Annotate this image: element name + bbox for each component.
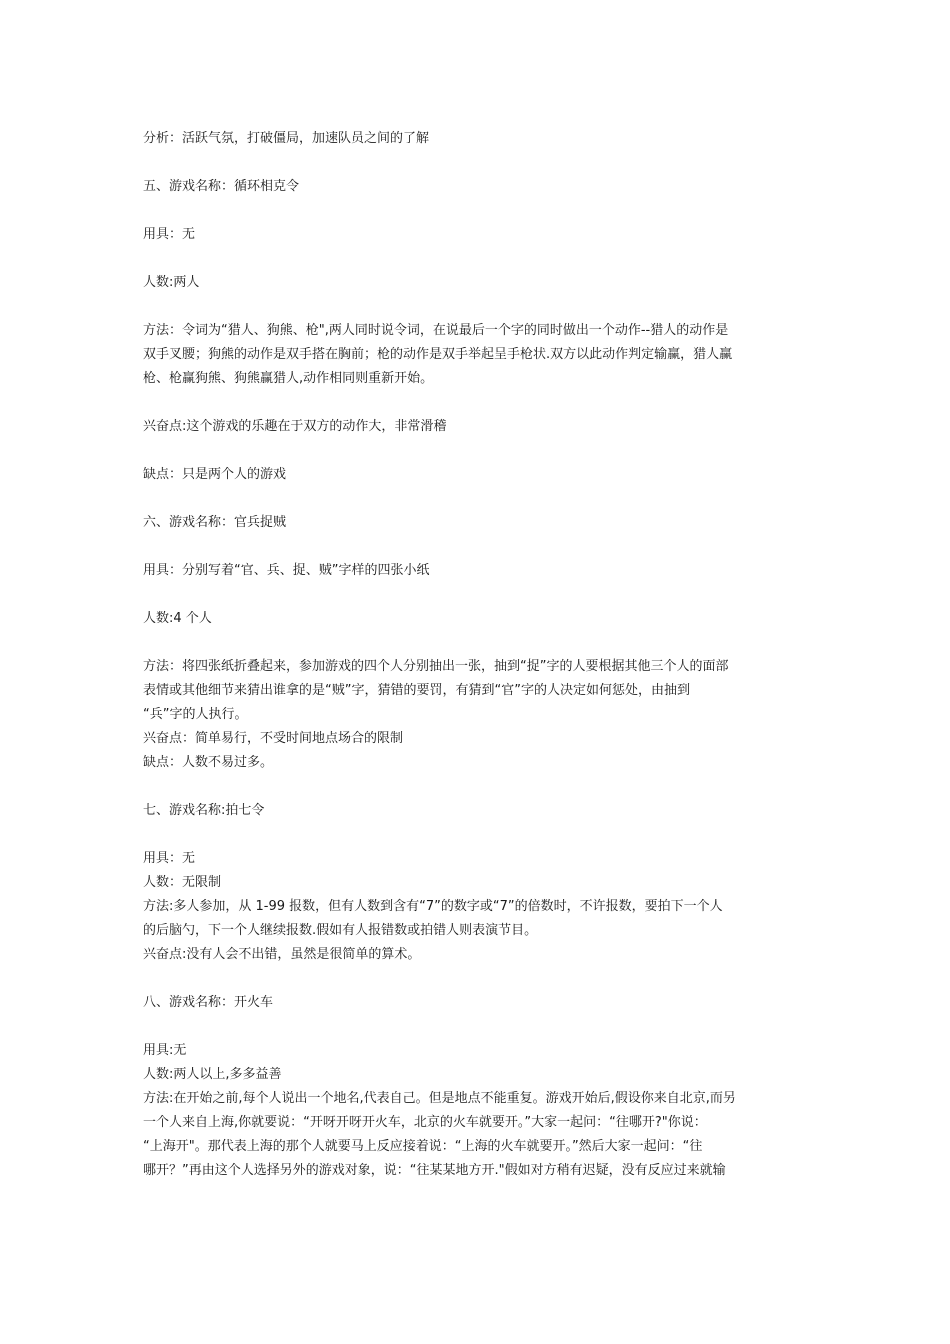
game-7-tools: 用具：无 (143, 851, 196, 866)
game-6-title: 六、游戏名称：官兵捉贼 (143, 515, 287, 530)
game-6-players: 人数:4 个人 (143, 611, 212, 626)
game-6-tools: 用具：分别写着“官、兵、捉、贼”字样的四张小纸 (143, 563, 430, 578)
game-7-method-line-1: 方法:多人参加，从 1-99 报数，但有人数到含有“7”的数字或“7”的倍数时，不许报数，要拍下一个人 (143, 899, 723, 914)
game-8-players: 人数:两人以上,多多益善 (143, 1067, 282, 1082)
game-6-drawback: 缺点：人数不易过多。 (143, 755, 274, 770)
document-body (143, 127, 808, 1183)
game-5-tools: 用具：无 (143, 227, 196, 242)
game-8-tools: 用具:无 (143, 1043, 187, 1058)
game-6-method-line-3: “兵”字的人执行。 (143, 707, 248, 722)
game-8-method-line-3: “上海开"。那代表上海的那个人就要马上反应接着说：“上海的火车就要开。”然后大家一起问：“往 (143, 1139, 703, 1154)
game-5-method-line-2: 双手叉腰；狗熊的动作是双手搭在胸前；枪的动作是双手举起呈手枪状.双方以此动作判定输赢，猎人赢 (143, 347, 733, 362)
game-5-method-line-3: 枪、枪赢狗熊、狗熊赢猎人,动作相同则重新开始。 (143, 371, 434, 386)
game-7-players: 人数：无限制 (143, 875, 222, 890)
game-5-players: 人数:两人 (143, 275, 200, 290)
game-8-title: 八、游戏名称：开火车 (143, 995, 274, 1010)
game-7-highlight: 兴奋点:没有人会不出错，虽然是很简单的算术。 (143, 947, 421, 962)
game-5-title: 五、游戏名称：循环相克令 (143, 179, 300, 194)
game-8-method-line-4: 哪开？”再由这个人选择另外的游戏对象，说：“往某某地方开."假如对方稍有迟疑，没有反应过来就输 (143, 1163, 726, 1178)
game-5-drawback: 缺点：只是两个人的游戏 (143, 467, 287, 482)
game-5-highlight: 兴奋点:这个游戏的乐趣在于双方的动作大，非常滑稽 (143, 419, 447, 434)
game-6-method-line-2: 表情或其他细节来猜出谁拿的是“贼”字，猜错的要罚，有猜到“官”字的人决定如何惩处，由抽到 (143, 683, 690, 698)
game-6-method-line-1: 方法：将四张纸折叠起来，参加游戏的四个人分别抽出一张，抽到“捉”字的人要根据其他三个人的面部 (143, 659, 729, 674)
game-6-highlight: 兴奋点：简单易行，不受时间地点场合的限制 (143, 731, 404, 746)
game-5-method-line-1: 方法：令词为“猎人、狗熊、枪",两人同时说令词，在说最后一个字的同时做出一个动作--猎人的动作是 (143, 323, 729, 338)
analysis-line: 分析：活跃气氛，打破僵局，加速队员之间的了解 (143, 131, 430, 146)
game-7-method-line-2: 的后脑勺，下一个人继续报数.假如有人报错数或拍错人则表演节目。 (143, 923, 538, 938)
game-7-title: 七、游戏名称:拍七令 (143, 803, 265, 818)
game-8-method-line-1: 方法:在开始之前,每个人说出一个地名,代表自己。但是地点不能重复。游戏开始后,假设你来自北京,而另 (143, 1091, 736, 1106)
game-8-method-line-2: 一个人来自上海,你就要说：“开呀开呀开火车，北京的火车就要开。”大家一起问：“往哪开?"你说： (143, 1115, 707, 1130)
